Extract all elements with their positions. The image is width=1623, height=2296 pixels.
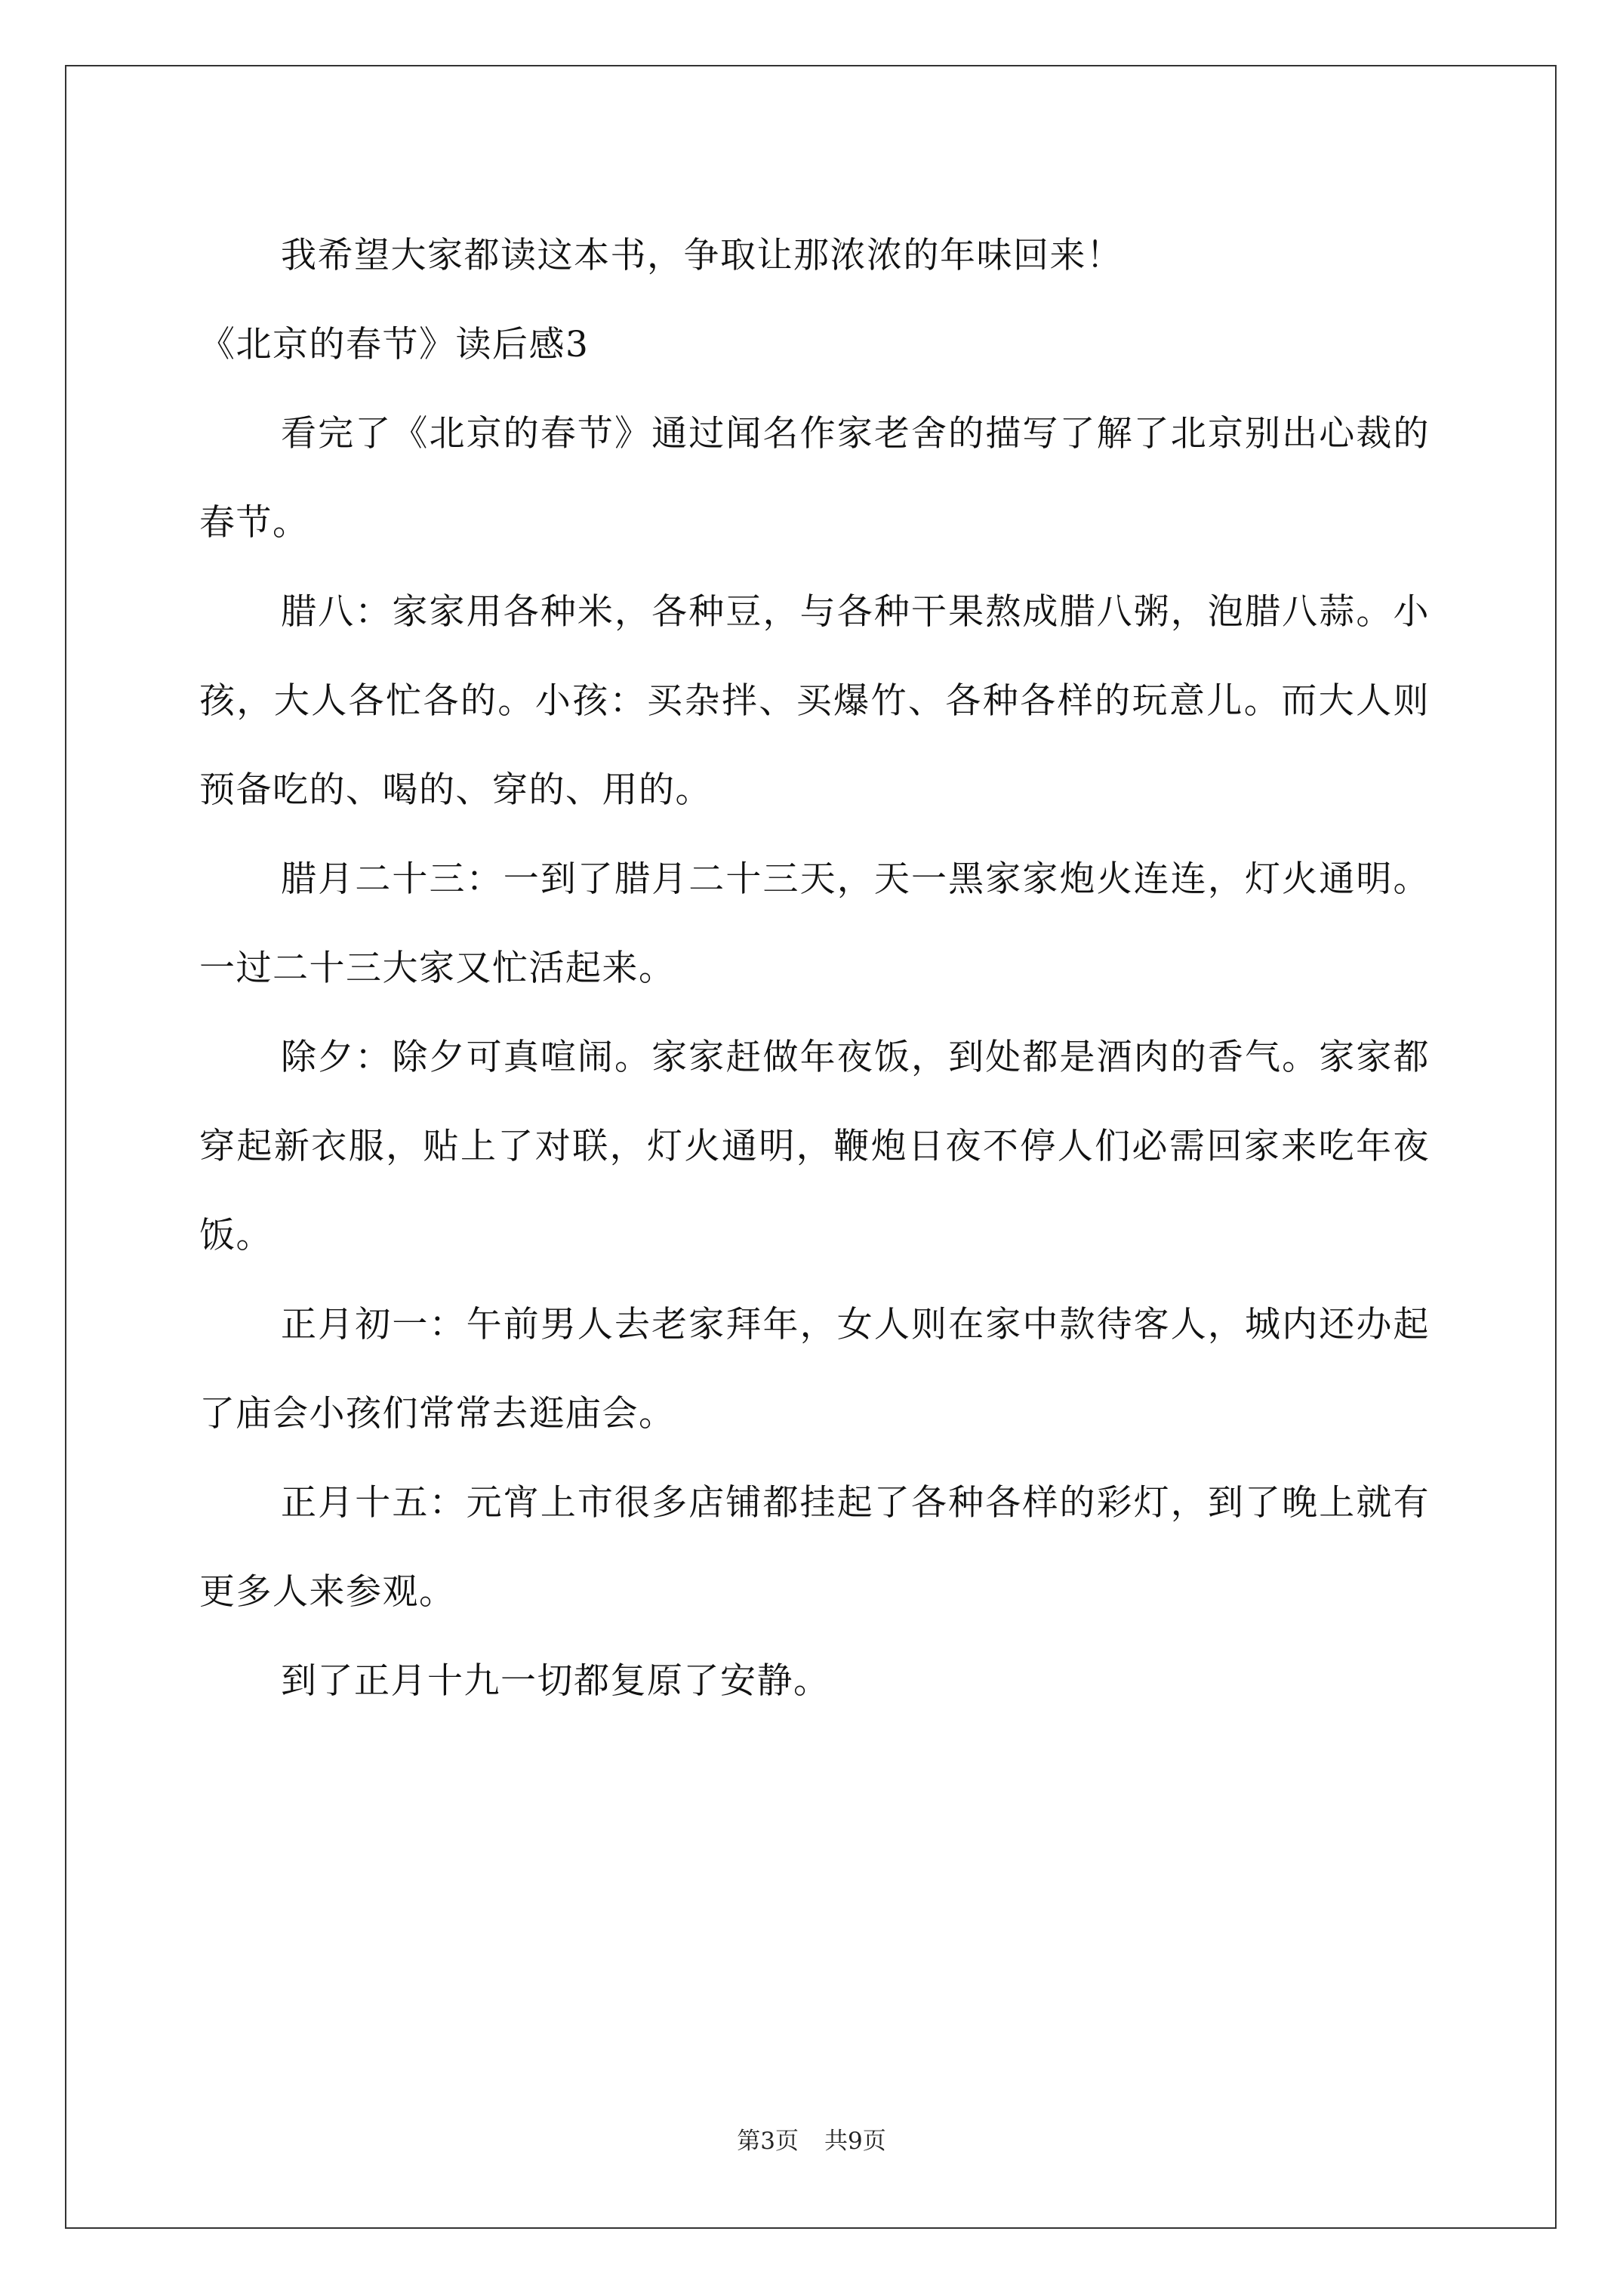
page-total: 共9页 <box>824 2128 886 2155</box>
paragraph-laba: 腊八：家家用各种米，各种豆，与各种干果熬成腊八粥，泡腊八蒜。小孩，大人各忙各的。小孩：买杂拌、买爆竹、各种各样的玩意儿。而大人则预备吃的、喝的、穿的、用的。 <box>199 591 1430 811</box>
page-number: 第3页 <box>737 2128 799 2155</box>
section-heading: 《北京的春节》读后感3 <box>199 324 590 365</box>
page-footer <box>0 2126 1623 2156</box>
paragraph-nineteenth: 到了正月十九一切都复原了安静。 <box>281 1660 830 1702</box>
paragraph-closing-wish: 我希望大家都读这本书，争取让那浓浓的年味回来！ <box>281 235 1123 276</box>
paragraph-intro: 看完了《北京的春节》通过闻名作家老舍的描写了解了北京别出心裁的春节。 <box>199 413 1430 544</box>
document-body <box>199 211 1430 1726</box>
paragraph-new-years-eve: 除夕：除夕可真喧闹。家家赶做年夜饭，到处都是酒肉的香气。家家都穿起新衣服，贴上了对联，灯火通明，鞭炮日夜不停人们必需回家来吃年夜饭。 <box>199 1037 1430 1256</box>
paragraph-lantern-festival: 正月十五：元宵上市很多店铺都挂起了各种各样的彩灯，到了晚上就有更多人来参观。 <box>199 1482 1430 1613</box>
paragraph-first-day: 正月初一：午前男人去老家拜年，女人则在家中款待客人，城内还办起了庙会小孩们常常去逛庙会。 <box>199 1304 1430 1435</box>
paragraph-twenty-third: 腊月二十三：一到了腊月二十三天，天一黑家家炮火连连，灯火通明。一过二十三大家又忙活起来。 <box>199 858 1430 989</box>
